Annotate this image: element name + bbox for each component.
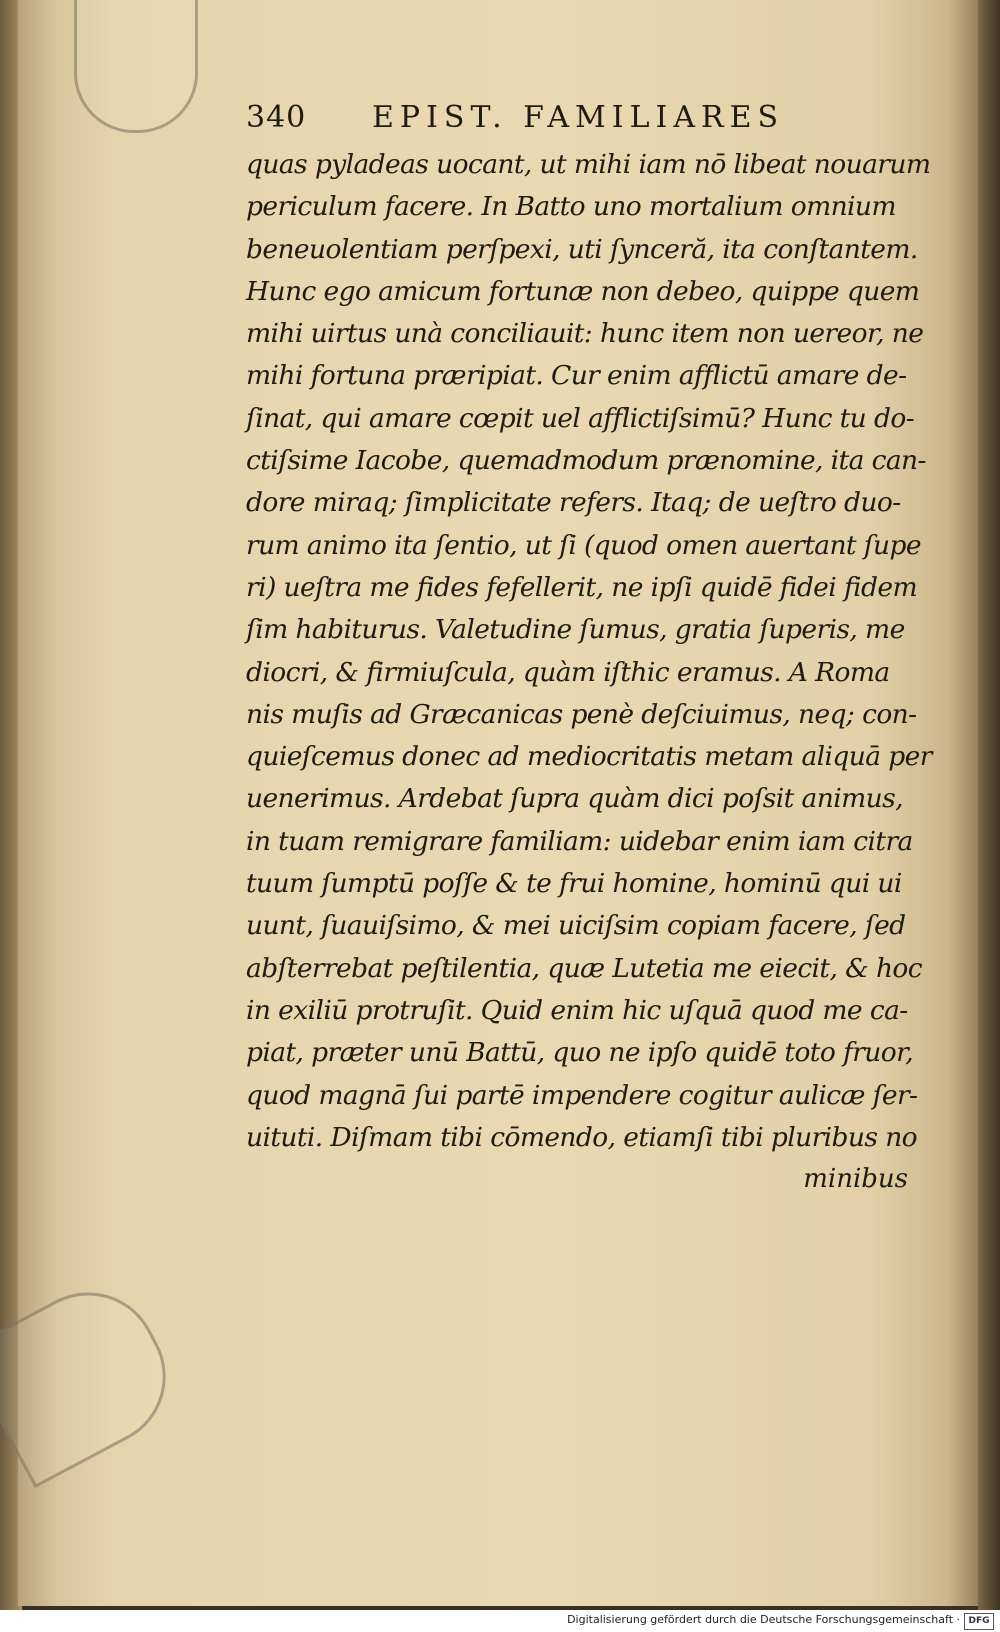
text-line: uituti. Diſmam tibi cōmendo, etiamſi tibi pluribus no [246,1121,918,1153]
catchword: minibus [803,1164,908,1195]
text-line: in exiliū protruſit. Quid enim hic uſquā quod me ca- [246,994,908,1026]
text-line: periculum facere. In Batto uno mortalium omnium [246,191,896,223]
text-line: ſinat, qui amare cœpit uel afflictiſsimū? Hunc tu do- [246,402,915,434]
text-block [246,100,936,1199]
text-line: Hunc ego amicum fortunæ non debeo, quippe quem [246,275,920,307]
footer-bar [0,1610,1000,1632]
body-text [246,144,936,1159]
text-line: abſterrebat peſtilentia, quæ Lutetia me eiecit, & hoc [246,952,923,984]
text-line: piat, præter unū Battū, quo ne ipſo quidē toto fruor, [246,1037,914,1069]
text-line: rum animo ita ſentio, ut ſi (quod omen auertant ſupe [246,529,921,561]
text-line: uunt, ſuauiſsimo, & mei uiciſsim copiam facere, ſed [246,910,906,942]
page-edge-right [978,0,1000,1610]
text-line: mihi uirtus unà conciliauit: hunc item non uereor, ne [246,318,924,350]
dfg-logo-icon: DFG [964,1613,994,1630]
text-line: beneuolentiam perſpexi, uti ſynceră, ita conſtantem. [246,233,918,265]
text-line: quod magnā ſui partē impendere cogitur aulicæ ſer- [246,1079,918,1111]
text-line: quieſcemus donec ad mediocritatis metam aliquā per [246,741,932,773]
running-header [246,100,936,144]
text-line: ri) ueſtra me fides fefellerit, ne ipſi quidē fidei fidem [246,571,918,603]
text-line: nis muſis ad Græcanicas penè deſciuimus, neq; con- [246,698,917,730]
text-line: ctiſsime Iacobe, quemadmodum prænomine, ita can- [246,445,926,477]
text-line: mihi fortuna præripiat. Cur enim afflictū amare de- [246,360,907,392]
running-title: EPIST. FAMILIARES [372,100,785,135]
text-line: quas pyladeas uocant, ut mihi iam nō libeat nouarum [246,149,931,180]
footer-credit: Digitalisierung gefördert durch die Deutsche Forschungsgemeinschaft · [567,1613,960,1626]
page-clip-bottom [0,1268,190,1488]
text-line: dore miraq; ſimplicitate refers. Itaq; de ueſtro duo- [246,487,901,519]
book-page [18,0,986,1606]
text-line: ſim habiturus. Valetudine ſumus, gratia ſuperis, me [246,614,905,646]
text-line: diocri, & firmiuſcula, quàm iſthic eramus. A Roma [246,656,890,688]
page-clip-top [74,0,198,133]
text-line: in tuam remigrare familiam: uidebar enim iam citra [246,825,913,857]
text-line: tuum ſumptū poſſe & te frui homine, hominū qui ui [246,868,902,900]
page-number: 340 [246,100,307,135]
text-line: uenerimus. Ardebat ſupra quàm dici poſsit animus, [246,783,903,815]
